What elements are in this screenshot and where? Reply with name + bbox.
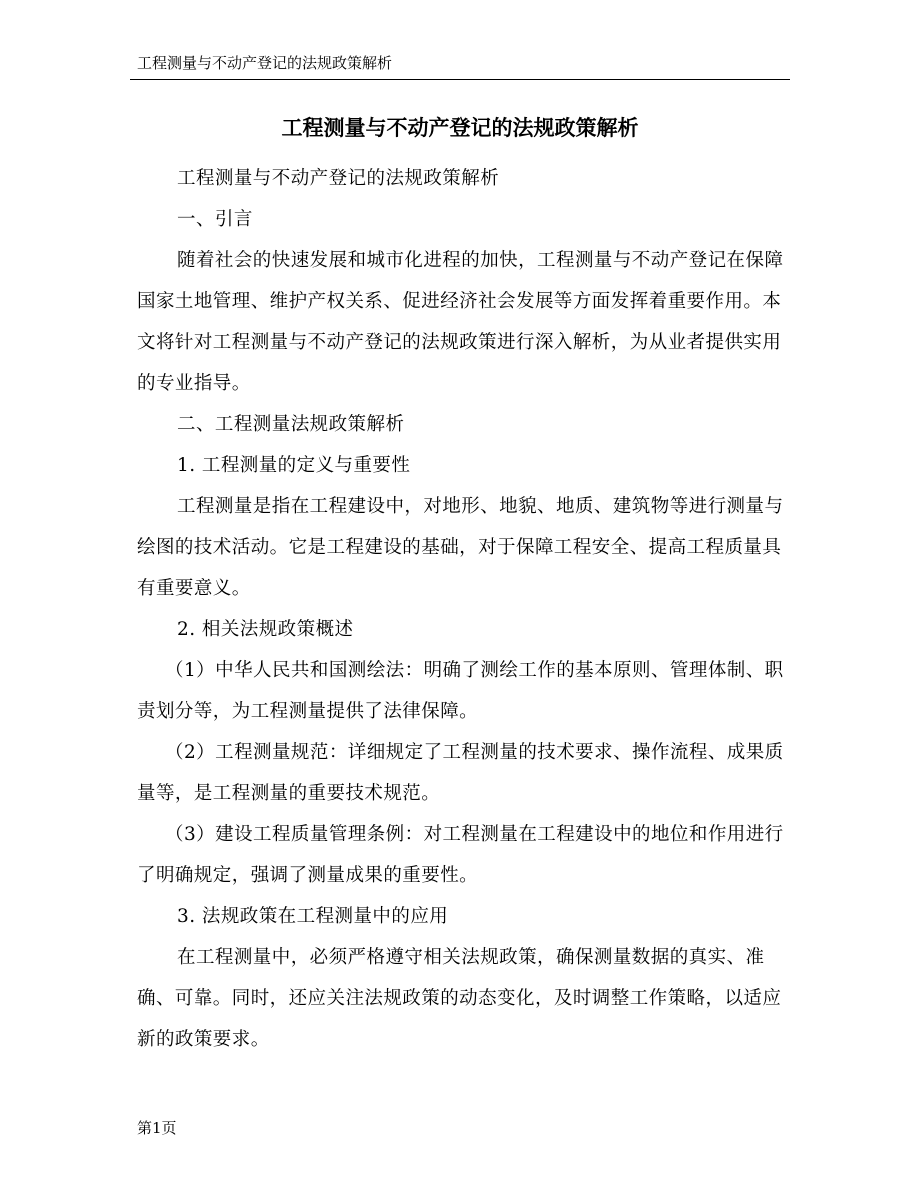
body-paragraph: 随着社会的快速发展和城市化进程的加快，工程测量与不动产登记在保障国家土地管理、维护产权关系、促进经济社会发展等方面发挥着重要作用。本文将针对工程测量与不动产登记的法规政策进行深入解析，为从业者提供实用的专业指导。 — [137, 250, 784, 394]
subtitle-paragraph: 工程测量与不动产登记的法规政策解析 — [177, 168, 500, 189]
section-heading-introduction: 一、引言 — [177, 209, 253, 230]
header-divider — [130, 79, 790, 80]
subsection-heading: 3. 法规政策在工程测量中的应用 — [177, 906, 449, 927]
section-heading-regulations: 二、工程测量法规政策解析 — [177, 414, 405, 435]
subsection-heading: 1. 工程测量的定义与重要性 — [177, 455, 411, 476]
list-item: （1）中华人民共和国测绘法：明确了测绘工作的基本原则、管理体制、职责划分等，为工程测量提供了法律保障。 — [137, 660, 784, 722]
running-header: 工程测量与不动产登记的法规政策解析 — [137, 54, 393, 72]
page-number: 第1页 — [137, 1119, 177, 1137]
list-item: （2）工程测量规范：详细规定了工程测量的技术要求、操作流程、成果质量等，是工程测量的重要技术规范。 — [137, 742, 784, 804]
body-paragraph: 在工程测量中，必须严格遵守相关法规政策，确保测量数据的真实、准确、可靠。同时，还应关注法规政策的动态变化，及时调整工作策略，以适应新的政策要求。 — [137, 947, 782, 1050]
document-title: 工程测量与不动产登记的法规政策解析 — [281, 115, 639, 140]
body-paragraph: 工程测量是指在工程建设中，对地形、地貌、地质、建筑物等进行测量与绘图的技术活动。它是工程建设的基础，对于保障工程安全、提高工程质量具有重要意义。 — [137, 496, 784, 599]
list-item: （3）建设工程质量管理条例：对工程测量在工程建设中的地位和作用进行了明确规定，强调了测量成果的重要性。 — [137, 824, 784, 886]
document-body — [137, 158, 787, 1060]
subsection-heading: 2. 相关法规政策概述 — [177, 619, 354, 640]
